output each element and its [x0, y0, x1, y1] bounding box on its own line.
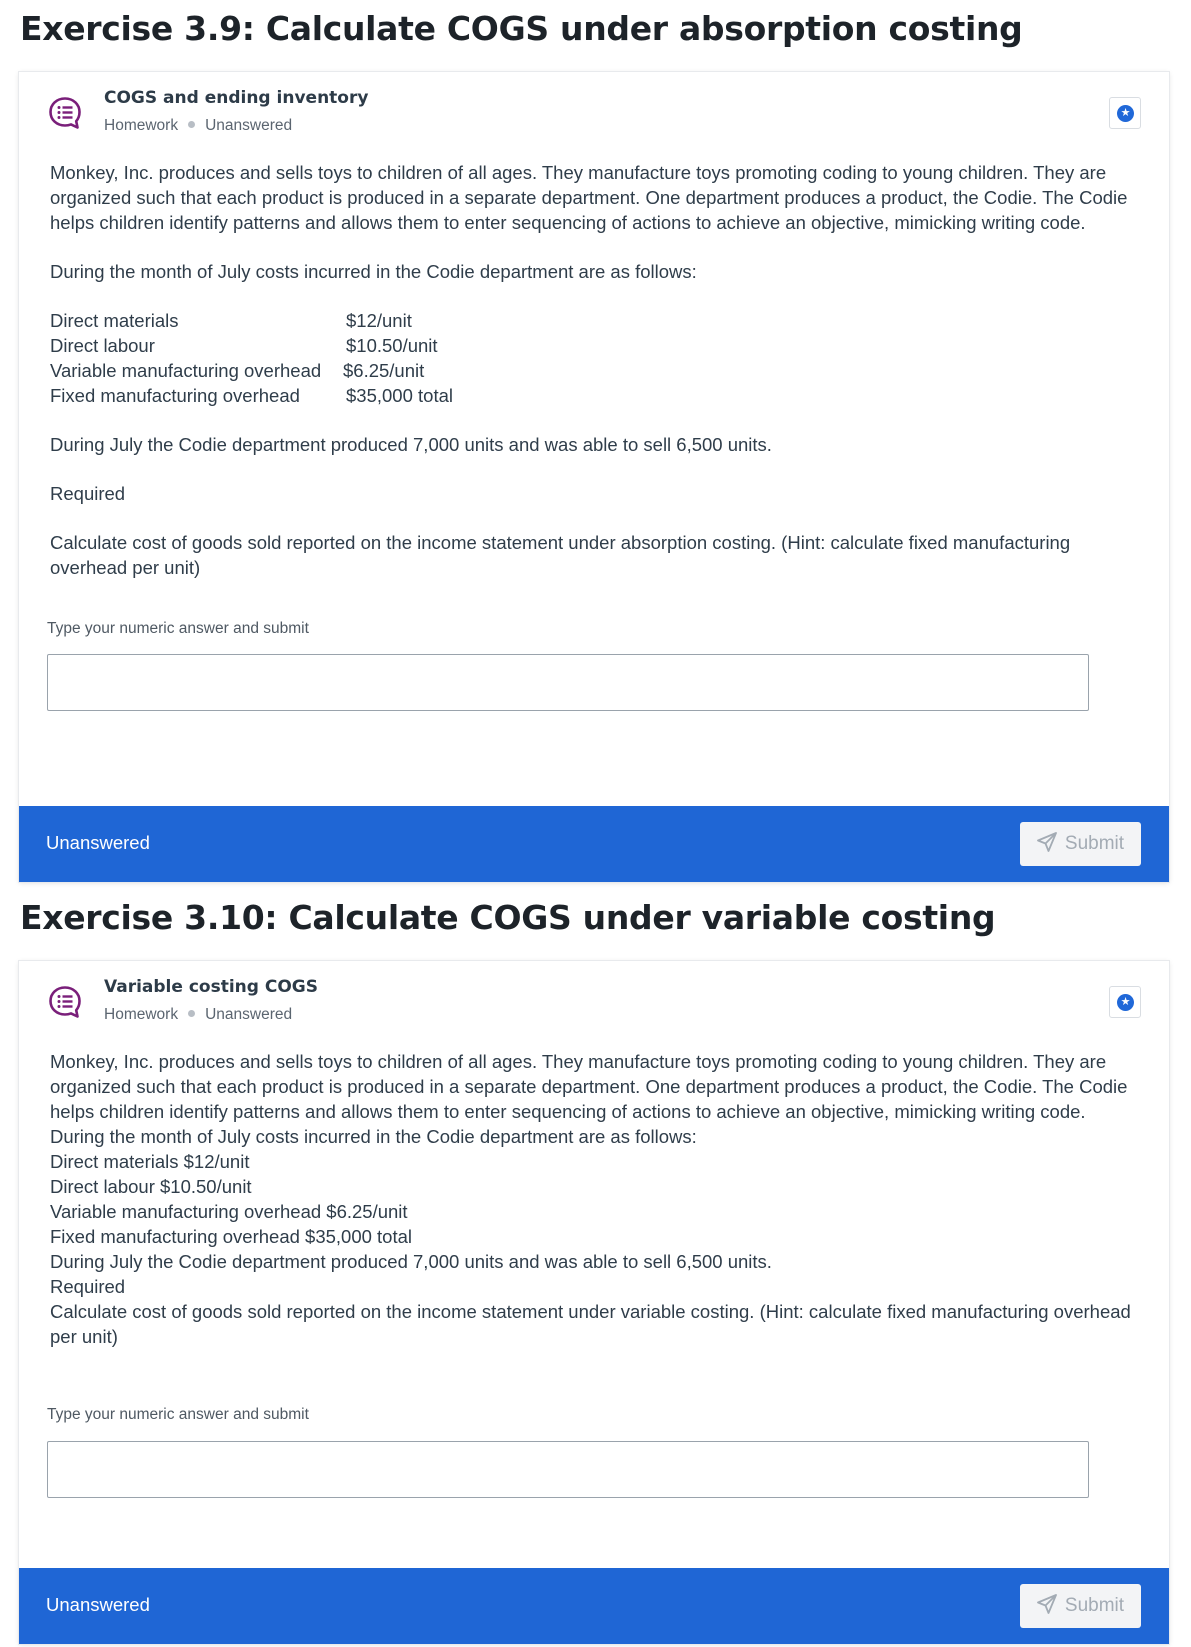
question-body — [50, 1049, 1135, 1349]
cost-label: Variable manufacturing overhead — [50, 360, 322, 381]
question-intro: Monkey, Inc. produces and sells toys to children of all ages. They manufacture toys promoting coding to young children. They are organized such that each product is produced in a separate department. One department produces a product, the Codie. The Codie helps children identify patterns and allows them to enter sequencing of actions to achieve an objective, mimicking writing code. — [50, 162, 1128, 233]
answer-status: Unanswered — [46, 832, 150, 853]
question-instruction: Calculate cost of goods sold reported on the income statement under variable costing. (Hint: calculate fixed manufacturing overhead per unit) — [50, 1301, 1131, 1347]
cost-line: Direct materials $12/unit — [50, 1151, 250, 1172]
question-card — [19, 961, 1169, 1644]
answer-label: Type your numeric answer and submit — [47, 620, 309, 637]
production-text: During July the Codie department produced 7,000 units and was able to sell 6,500 units. — [50, 1251, 772, 1272]
submit-button[interactable] — [1020, 1584, 1141, 1628]
separator-dot-icon — [188, 121, 195, 128]
question-intro: Monkey, Inc. produces and sells toys to children of all ages. They manufacture toys promoting coding to young children. They are organized such that each product is produced in a separate department. One department produces a product, the Codie. The Codie helps children identify patterns and allows them to enter sequencing of actions to achieve an objective, mimicking writing code. — [50, 1051, 1128, 1122]
exercise-heading: Exercise 3.9: Calculate COGS under absorption costing — [20, 9, 1023, 48]
cost-line: Fixed manufacturing overhead $35,000 total — [50, 1226, 413, 1247]
question-card — [19, 72, 1169, 882]
production-text: During July the Codie department produced 7,000 units and was able to sell 6,500 units. — [50, 434, 772, 455]
required-label: Required — [50, 483, 126, 504]
cost-row — [50, 308, 453, 333]
costs-intro: During the month of July costs incurred in the Codie department are as follows: — [50, 1126, 697, 1147]
send-icon — [1037, 1594, 1057, 1614]
exercise-heading: Exercise 3.10: Calculate COGS under variable costing — [20, 898, 996, 937]
favorite-button[interactable] — [1109, 986, 1141, 1018]
question-meta — [104, 117, 292, 135]
cost-line: Variable manufacturing overhead $6.25/unit — [50, 1201, 408, 1222]
cost-value: $12/unit — [346, 310, 412, 331]
required-label: Required — [50, 1276, 126, 1297]
answer-status-bar — [19, 806, 1169, 882]
question-title: COGS and ending inventory — [104, 88, 369, 108]
question-meta — [104, 1006, 292, 1024]
question-instruction: Calculate cost of goods sold reported on the income statement under absorption costing. (Hint: calculate fixed manufacturing overhead per unit) — [50, 532, 1071, 578]
send-icon — [1037, 832, 1057, 852]
submit-label: Submit — [1064, 833, 1125, 854]
costs-intro: During the month of July costs incurred in the Codie department are as follows: — [50, 261, 697, 282]
cost-row — [50, 358, 453, 383]
cost-row — [50, 333, 453, 358]
cost-row — [50, 383, 453, 408]
question-list-icon — [48, 96, 82, 130]
star-icon: ★ — [1117, 994, 1134, 1011]
cost-label: Fixed manufacturing overhead — [50, 385, 300, 406]
cost-line: Direct labour $10.50/unit — [50, 1176, 252, 1197]
question-status: Unanswered — [205, 117, 293, 134]
question-title: Variable costing COGS — [104, 977, 318, 997]
favorite-button[interactable] — [1109, 97, 1141, 129]
cost-value: $10.50/unit — [346, 335, 438, 356]
answer-input[interactable] — [47, 654, 1089, 711]
answer-label: Type your numeric answer and submit — [47, 1406, 309, 1423]
question-body — [50, 160, 1135, 580]
cost-value: $35,000 total — [346, 385, 453, 406]
separator-dot-icon — [188, 1010, 195, 1017]
cost-value: $6.25/unit — [343, 360, 425, 381]
question-status: Unanswered — [205, 1006, 293, 1023]
question-list-icon — [48, 985, 82, 1019]
submit-label: Submit — [1064, 1595, 1125, 1616]
star-icon: ★ — [1117, 105, 1134, 122]
answer-status-bar — [19, 1568, 1169, 1644]
submit-button[interactable] — [1020, 822, 1141, 866]
cost-label: Direct materials — [50, 310, 179, 331]
answer-input[interactable] — [47, 1441, 1089, 1498]
question-type: Homework — [104, 117, 179, 134]
answer-status: Unanswered — [46, 1594, 150, 1615]
question-type: Homework — [104, 1006, 179, 1023]
cost-table — [50, 308, 453, 408]
cost-label: Direct labour — [50, 335, 155, 356]
